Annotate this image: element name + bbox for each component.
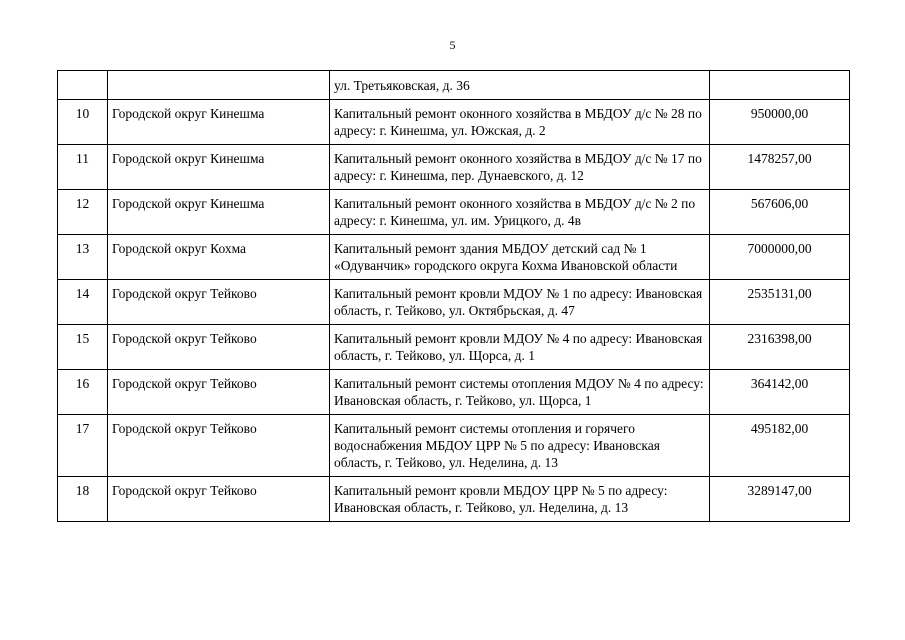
description-cell: Капитальный ремонт кровли МДОУ № 4 по адресу: Ивановская область, г. Тейково, ул. Щорса, д. 1 [330, 325, 710, 370]
amount-cell: 2535131,00 [710, 280, 850, 325]
table-row [58, 100, 850, 145]
municipality-cell [108, 71, 330, 100]
amount-cell: 567606,00 [710, 190, 850, 235]
amount-cell: 364142,00 [710, 370, 850, 415]
table-row [58, 325, 850, 370]
row-number-cell [58, 71, 108, 100]
row-number-cell: 10 [58, 100, 108, 145]
table-row [58, 477, 850, 522]
municipality-cell: Городской округ Тейково [108, 325, 330, 370]
description-cell: Капитальный ремонт кровли МБДОУ ЦРР № 5 по адресу: Ивановская область, г. Тейково, ул. Неделина, д. 13 [330, 477, 710, 522]
table-row [58, 71, 850, 100]
amount-cell: 1478257,00 [710, 145, 850, 190]
row-number-cell: 18 [58, 477, 108, 522]
municipality-cell: Городской округ Кинешма [108, 145, 330, 190]
amount-cell: 3289147,00 [710, 477, 850, 522]
row-number-cell: 11 [58, 145, 108, 190]
municipality-cell: Городской округ Тейково [108, 370, 330, 415]
page-number: 5 [449, 38, 456, 52]
description-cell: Капитальный ремонт системы отопления МДОУ № 4 по адресу: Ивановская область, г. Тейково, ул. Щорса, 1 [330, 370, 710, 415]
amount-cell: 7000000,00 [710, 235, 850, 280]
description-cell: Капитальный ремонт кровли МДОУ № 1 по адресу: Ивановская область, г. Тейково, ул. Октябрьская, д. 47 [330, 280, 710, 325]
row-number-cell: 16 [58, 370, 108, 415]
description-cell: Капитальный ремонт оконного хозяйства в МБДОУ д/с № 17 по адресу: г. Кинешма, пер. Дунаевского, д. 12 [330, 145, 710, 190]
table-row [58, 190, 850, 235]
municipality-cell: Городской округ Кинешма [108, 100, 330, 145]
description-cell: ул. Третьяковская, д. 36 [330, 71, 710, 100]
row-number-cell: 13 [58, 235, 108, 280]
description-cell: Капитальный ремонт здания МБДОУ детский сад № 1 «Одуванчик» городского округа Кохма Ивановской области [330, 235, 710, 280]
amount-cell: 495182,00 [710, 415, 850, 477]
row-number-cell: 12 [58, 190, 108, 235]
municipality-cell: Городской округ Кохма [108, 235, 330, 280]
description-cell: Капитальный ремонт системы отопления и горячего водоснабжения МБДОУ ЦРР № 5 по адресу: Ивановская область, г. Тейково, ул. Неделина, д. 13 [330, 415, 710, 477]
municipality-cell: Городской округ Тейково [108, 415, 330, 477]
table-row [58, 235, 850, 280]
table-row [58, 280, 850, 325]
table-row [58, 415, 850, 477]
amount-cell: 950000,00 [710, 100, 850, 145]
amount-cell [710, 71, 850, 100]
row-number-cell: 14 [58, 280, 108, 325]
municipality-cell: Городской округ Тейково [108, 477, 330, 522]
description-cell: Капитальный ремонт оконного хозяйства в МБДОУ д/с № 2 по адресу: г. Кинешма, ул. им. Урицкого, д. 4в [330, 190, 710, 235]
description-cell: Капитальный ремонт оконного хозяйства в МБДОУ д/с № 28 по адресу: г. Кинешма, ул. Южская, д. 2 [330, 100, 710, 145]
data-table [57, 70, 850, 522]
municipality-cell: Городской округ Кинешма [108, 190, 330, 235]
table-row [58, 145, 850, 190]
amount-cell: 2316398,00 [710, 325, 850, 370]
row-number-cell: 17 [58, 415, 108, 477]
row-number-cell: 15 [58, 325, 108, 370]
municipality-cell: Городской округ Тейково [108, 280, 330, 325]
table-row [58, 370, 850, 415]
